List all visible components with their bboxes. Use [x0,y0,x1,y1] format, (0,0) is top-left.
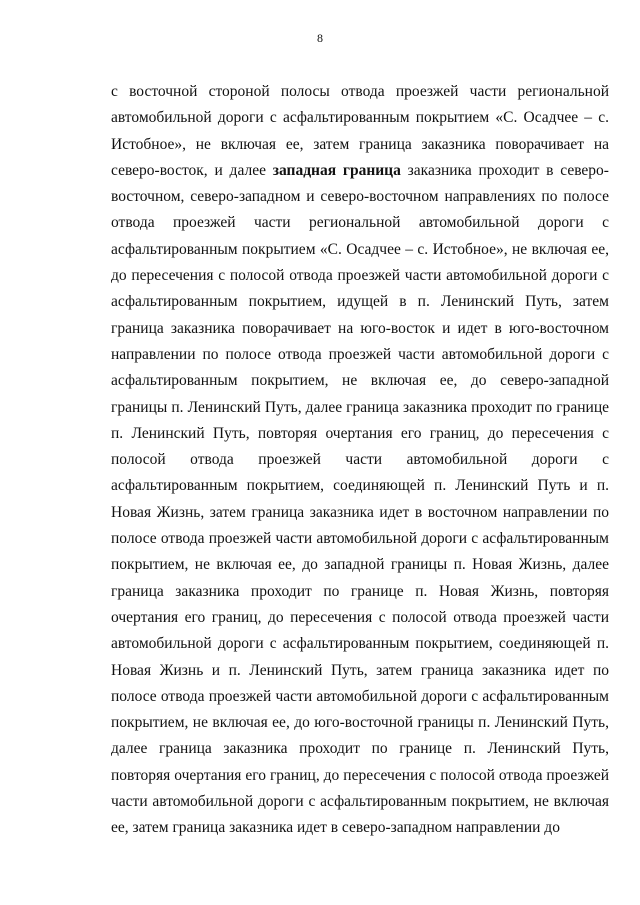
paragraph-text-end: заказника проходит в северо-восточном, северо-западном и северо-восточном направлениях по полосе отвода проезжей части региональной автомобильной дороги с асфальтированным покрытием «С. Осадчее – с. Истобное», не включая ее, до пересечения с полосой отвода проезжей части автомобильной дороги с асфальтированным покрытием, идущей в п. Ленинский Путь, затем граница заказника поворачивает на юго-восток и идет в юго-восточном направлении по полосе отвода проезжей части автомобильной дороги с асфальтированным покрытием, не включая ее, до северо-западной границы п. Ленинский Путь, далее граница заказника проходит по границе п. Ленинский Путь, повторяя очертания его границ, до пересечения с полосой отвода проезжей части автомобильной дороги с асфальтированным покрытием, соединяющей п. Ленинский Путь и п. Новая Жизнь, затем граница заказника идет в восточном направлении по полосе отвода проезжей части автомобильной дороги с асфальтированным покрытием, не включая ее, до западной границы п. Новая Жизнь, далее граница заказника проходит по границе п. Новая Жизнь, повторяя очертания его границ, до пересечения с полосой отвода проезжей части автомобильной дороги с асфальтированным покрытием, соединяющей п. Новая Жизнь и п. Ленинский Путь, затем граница заказника идет по полосе отвода проезжей части автомобильной дороги с асфальтированным покрытием, не включая ее, до юго-восточной границы п. Ленинский Путь, далее граница заказника проходит по границе п. Ленинский Путь, повторяя очертания его границ, до пересечения с полосой отвода проезжей части автомобильной дороги с асфальтированным покрытием, не включая ее, затем граница заказника идет в северо-западном направлении до [111,161,609,837]
body-paragraph [111,79,609,842]
paragraph-bold-term: западная граница [272,161,401,179]
paragraph-text-start: с восточной стороной полосы отвода проезжей части региональной автомобильной дороги с асфальтированным покрытием «С. Осадчее – с. Истобное», не включая ее, затем граница заказника поворачивает на северо-восток, и далее [111,83,609,179]
page-number: 8 [317,31,323,45]
